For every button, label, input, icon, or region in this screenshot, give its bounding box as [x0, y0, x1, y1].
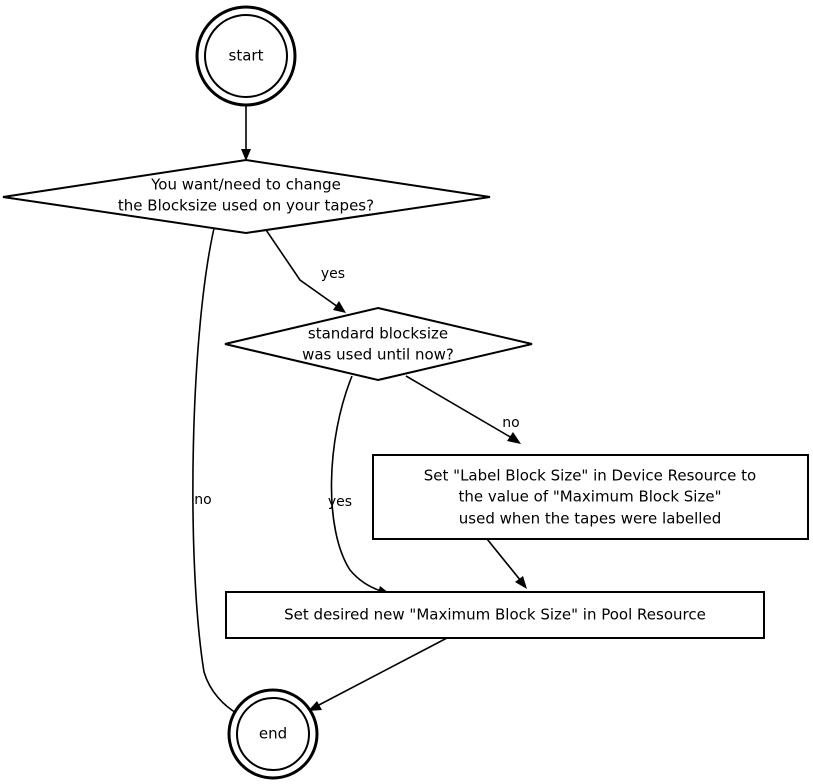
node-start-label: start: [228, 46, 264, 65]
node-process-set-maximum-block-size: [226, 592, 764, 638]
node-process1-line3: used when the tapes were labelled: [458, 509, 722, 528]
edge-label-yes-1: yes: [320, 266, 346, 282]
edge-process2-to-end: [308, 638, 447, 711]
node-process1-line2: the value of "Maximum Block Size": [458, 487, 722, 506]
node-decision-change-blocksize: [3, 160, 490, 233]
node-process1-line1: Set "Label Block Size" in Device Resource to: [423, 466, 757, 485]
node-end-label: end: [258, 724, 288, 743]
node-decision1-line2: the Blocksize used on your tapes?: [117, 196, 375, 215]
edge-decision1-to-end: [193, 224, 246, 718]
edge-decision1-to-decision2: [262, 224, 346, 313]
edge-label-no-2: no: [502, 415, 520, 431]
edge-label-no-1: no: [194, 492, 212, 508]
edge-label-yes-2: yes: [327, 494, 353, 510]
edge-process1-to-process2: [487, 539, 527, 589]
edge-start-to-decision1: [241, 104, 251, 161]
node-decision2-line2: was used until now?: [302, 345, 454, 364]
node-end: [229, 690, 317, 778]
node-decision1-line1: You want/need to change: [151, 175, 341, 194]
node-process2-line1: Set desired new "Maximum Block Size" in Pool Resource: [284, 605, 706, 624]
edge-decision2-to-process1: [406, 376, 521, 444]
node-process-set-label-block-size: [373, 455, 808, 539]
node-start: [197, 7, 295, 105]
node-decision2-line1: standard blocksize: [307, 324, 449, 343]
node-decision-standard-blocksize: [225, 308, 532, 380]
